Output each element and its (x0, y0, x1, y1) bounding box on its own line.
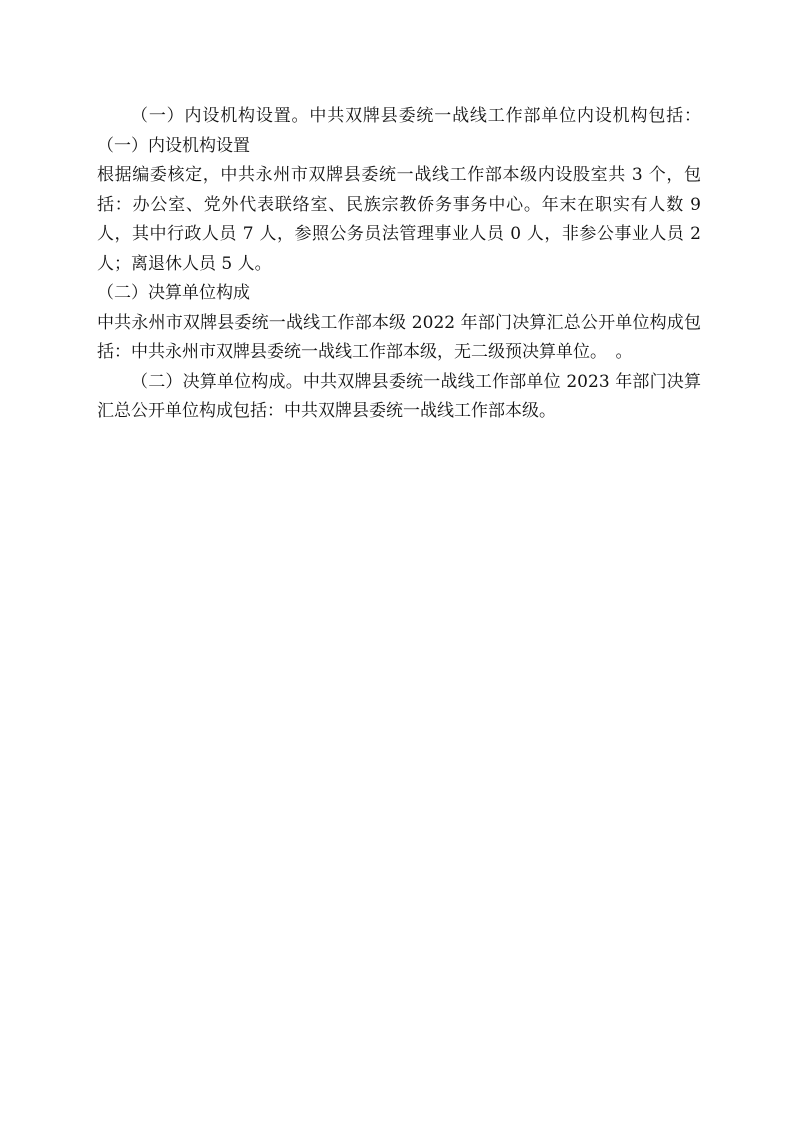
document-body (97, 102, 701, 427)
paragraph-2023-budget-units: （二）决算单位构成。中共双牌县委统一战线工作部单位 2023 年部门决算汇总公开单位构成包括：中共双牌县委统一战线工作部本级。 (97, 371, 701, 421)
section-heading-budget-units: （二）决算单位构成 (97, 283, 250, 303)
paragraph-2022-budget-units: 中共永州市双牌县委统一战线工作部本级 2022 年部门决算汇总公开单位构成包括：中共永州市双牌县委统一战线工作部本级，无二级预决算单位。 。 (97, 312, 701, 362)
paragraph-staffing-details: 根据编委核定，中共永州市双牌县委统一战线工作部本级内设股室共 3 个，包括：办公室、党外代表联络室、民族宗教侨务事务中心。年末在职实有人数 9 人，其中行政人员 7 人，参照公务员法管理事业人员 0 人，非参公事业人员 2 人；离退休人员 5 人。 (97, 165, 701, 274)
paragraph-internal-structure-intro: （一）内设机构设置。中共双牌县委统一战线工作部单位内设机构包括：（一）内设机构设置 (97, 106, 701, 156)
